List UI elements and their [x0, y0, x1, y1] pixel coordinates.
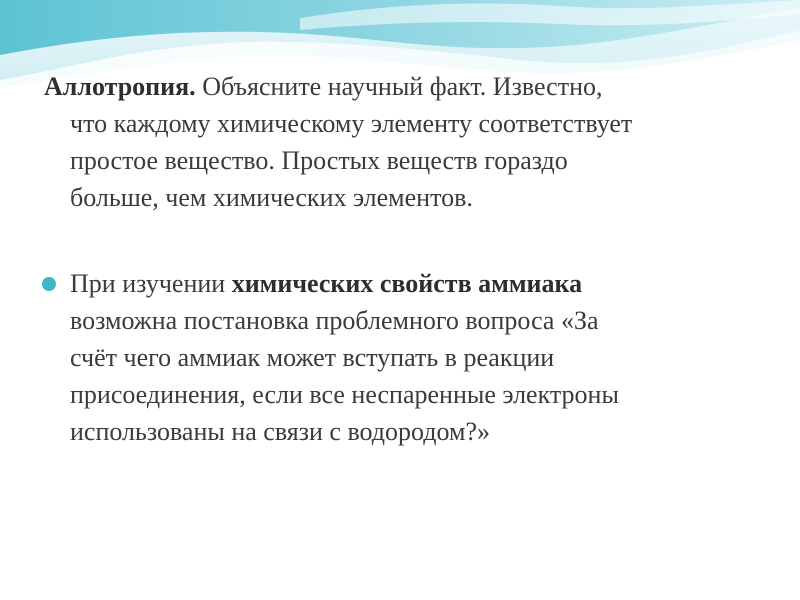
- paragraph-line: [44, 68, 632, 105]
- paragraph-line: использованы на связи с водородом?»: [70, 417, 490, 446]
- paragraph-line: [70, 265, 619, 302]
- paragraph-text: Объясните научный факт. Известно,: [195, 72, 603, 101]
- paragraph-line: простое вещество. Простых веществ гораздо: [70, 146, 568, 175]
- paragraph-line: больше, чем химических элементов.: [70, 183, 473, 212]
- bullet-dot-icon: [42, 277, 56, 291]
- paragraph-line: возможна постановка проблемного вопроса «За: [70, 306, 599, 335]
- paragraph-line: что каждому химическому элементу соответствует: [70, 109, 633, 138]
- paragraph-ammonia: [70, 265, 619, 450]
- paragraph-allotropy: [44, 68, 632, 216]
- paragraph-line: счёт чего аммиак может вступать в реакции: [70, 343, 555, 372]
- paragraph-emphasis: химических свойств аммиака: [231, 269, 583, 298]
- paragraph-text: При изучении: [70, 269, 232, 298]
- paragraph-line: присоединения, если все неспаренные электроны: [70, 380, 619, 409]
- paragraph-title: Аллотропия.: [44, 72, 196, 101]
